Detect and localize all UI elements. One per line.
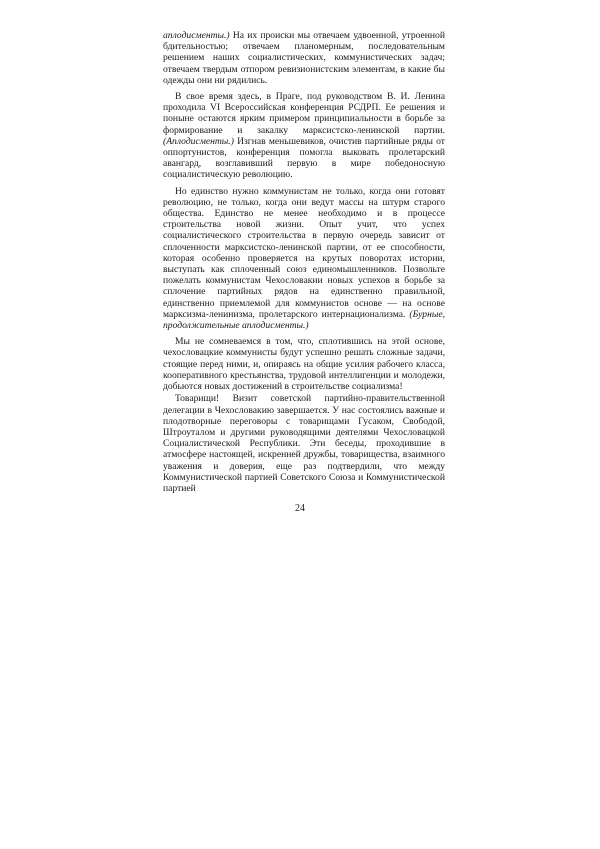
paragraph-4-text: Мы не сомневаемся в том, что, сплотившись на этой основе, чехословацкие коммунисты будут успешно решать сложные задачи, стоящие перед ними, и, опираясь на общие усилия рабочего класса, кооперативного крестьянства, трудовой интеллигенции и молодежи, добьются новых достижений в строительстве социализма!: [163, 336, 445, 393]
paragraph-2-text: В свое время здесь, в Праге, под руководством В. И. Ленина проходила VI Всероссийская конференция РСДРП. Ее решения и поныне остаются ярким примером принципиальности в борьбе за формирование и закалку марксистско-ленинской партии.: [163, 91, 445, 136]
paragraph-3: [163, 186, 445, 332]
paragraph-3-emphasis: (Бурные, продолжительные аплодисменты.): [163, 308, 445, 332]
paragraph-1-text: На их происки мы отвечаем удвоенной, утроенной бдительностью; отвечаем планомерным, последовательным решением наших социалистических, коммунистических задач; отвечаем твердым отпором ревизионистским элементам, в какие бы одежды они ни рядились.: [163, 30, 445, 86]
paragraph-5: [163, 393, 445, 494]
paragraph-2: [163, 91, 445, 181]
page-number: 24: [295, 503, 305, 514]
paragraph-2-tail: Изгнав меньшевиков, очистив партийные ряды от оппортунистов, конференция помогла выковать пролетарский авангард, возглавивший первую в мире победоносную социалистическую революцию.: [163, 135, 445, 181]
paragraph-1: [163, 30, 445, 86]
paragraph-2-emphasis: (Аплодисменты.): [163, 135, 234, 147]
paragraph-5-text: Товарищи! Визит советской партийно-правительственной делегации в Чехословакию завершается. У нас состоялись важные и плодотворные переговоры с товарищами Гусаком, Свободой, Штроуталом и другими руководящими деятелями Чехословацкой Социалистической Республики. Эти беседы, проходившие в атмосфере настоящей, искренней дружбы, товарищества, взаимного уважения и доверия, еще раз подтвердили, что между Коммунистической партией Советского Союза и Коммунистической партией: [163, 393, 445, 494]
paragraph-4: [163, 336, 445, 392]
text-column: [163, 30, 445, 499]
paragraph-1-lead: аплодисменты.): [163, 30, 230, 41]
paragraph-3-text: Но единство нужно коммунистам не только, когда они готовят революцию, не только, когда они ведут массы на штурм старого общества. Единство не менее необходимо и в процессе строительства новой жизни. Опыт учит, что успех социалистического строительства в первую очередь зависит от сплоченности марксистско-ленинской партии, от ее способности, которая особенно проверяется на крутых поворотах истории, выступать как сплоченный союз единомышленников. Позвольте пожелать коммунистам Чехословакии новых успехов в борьбе за сплочение партийных рядов на единственно правильной, единственно приемлемой для коммунистов основе — на основе марксизма-ленинизма, пролетарского интернационализма.: [163, 185, 445, 320]
